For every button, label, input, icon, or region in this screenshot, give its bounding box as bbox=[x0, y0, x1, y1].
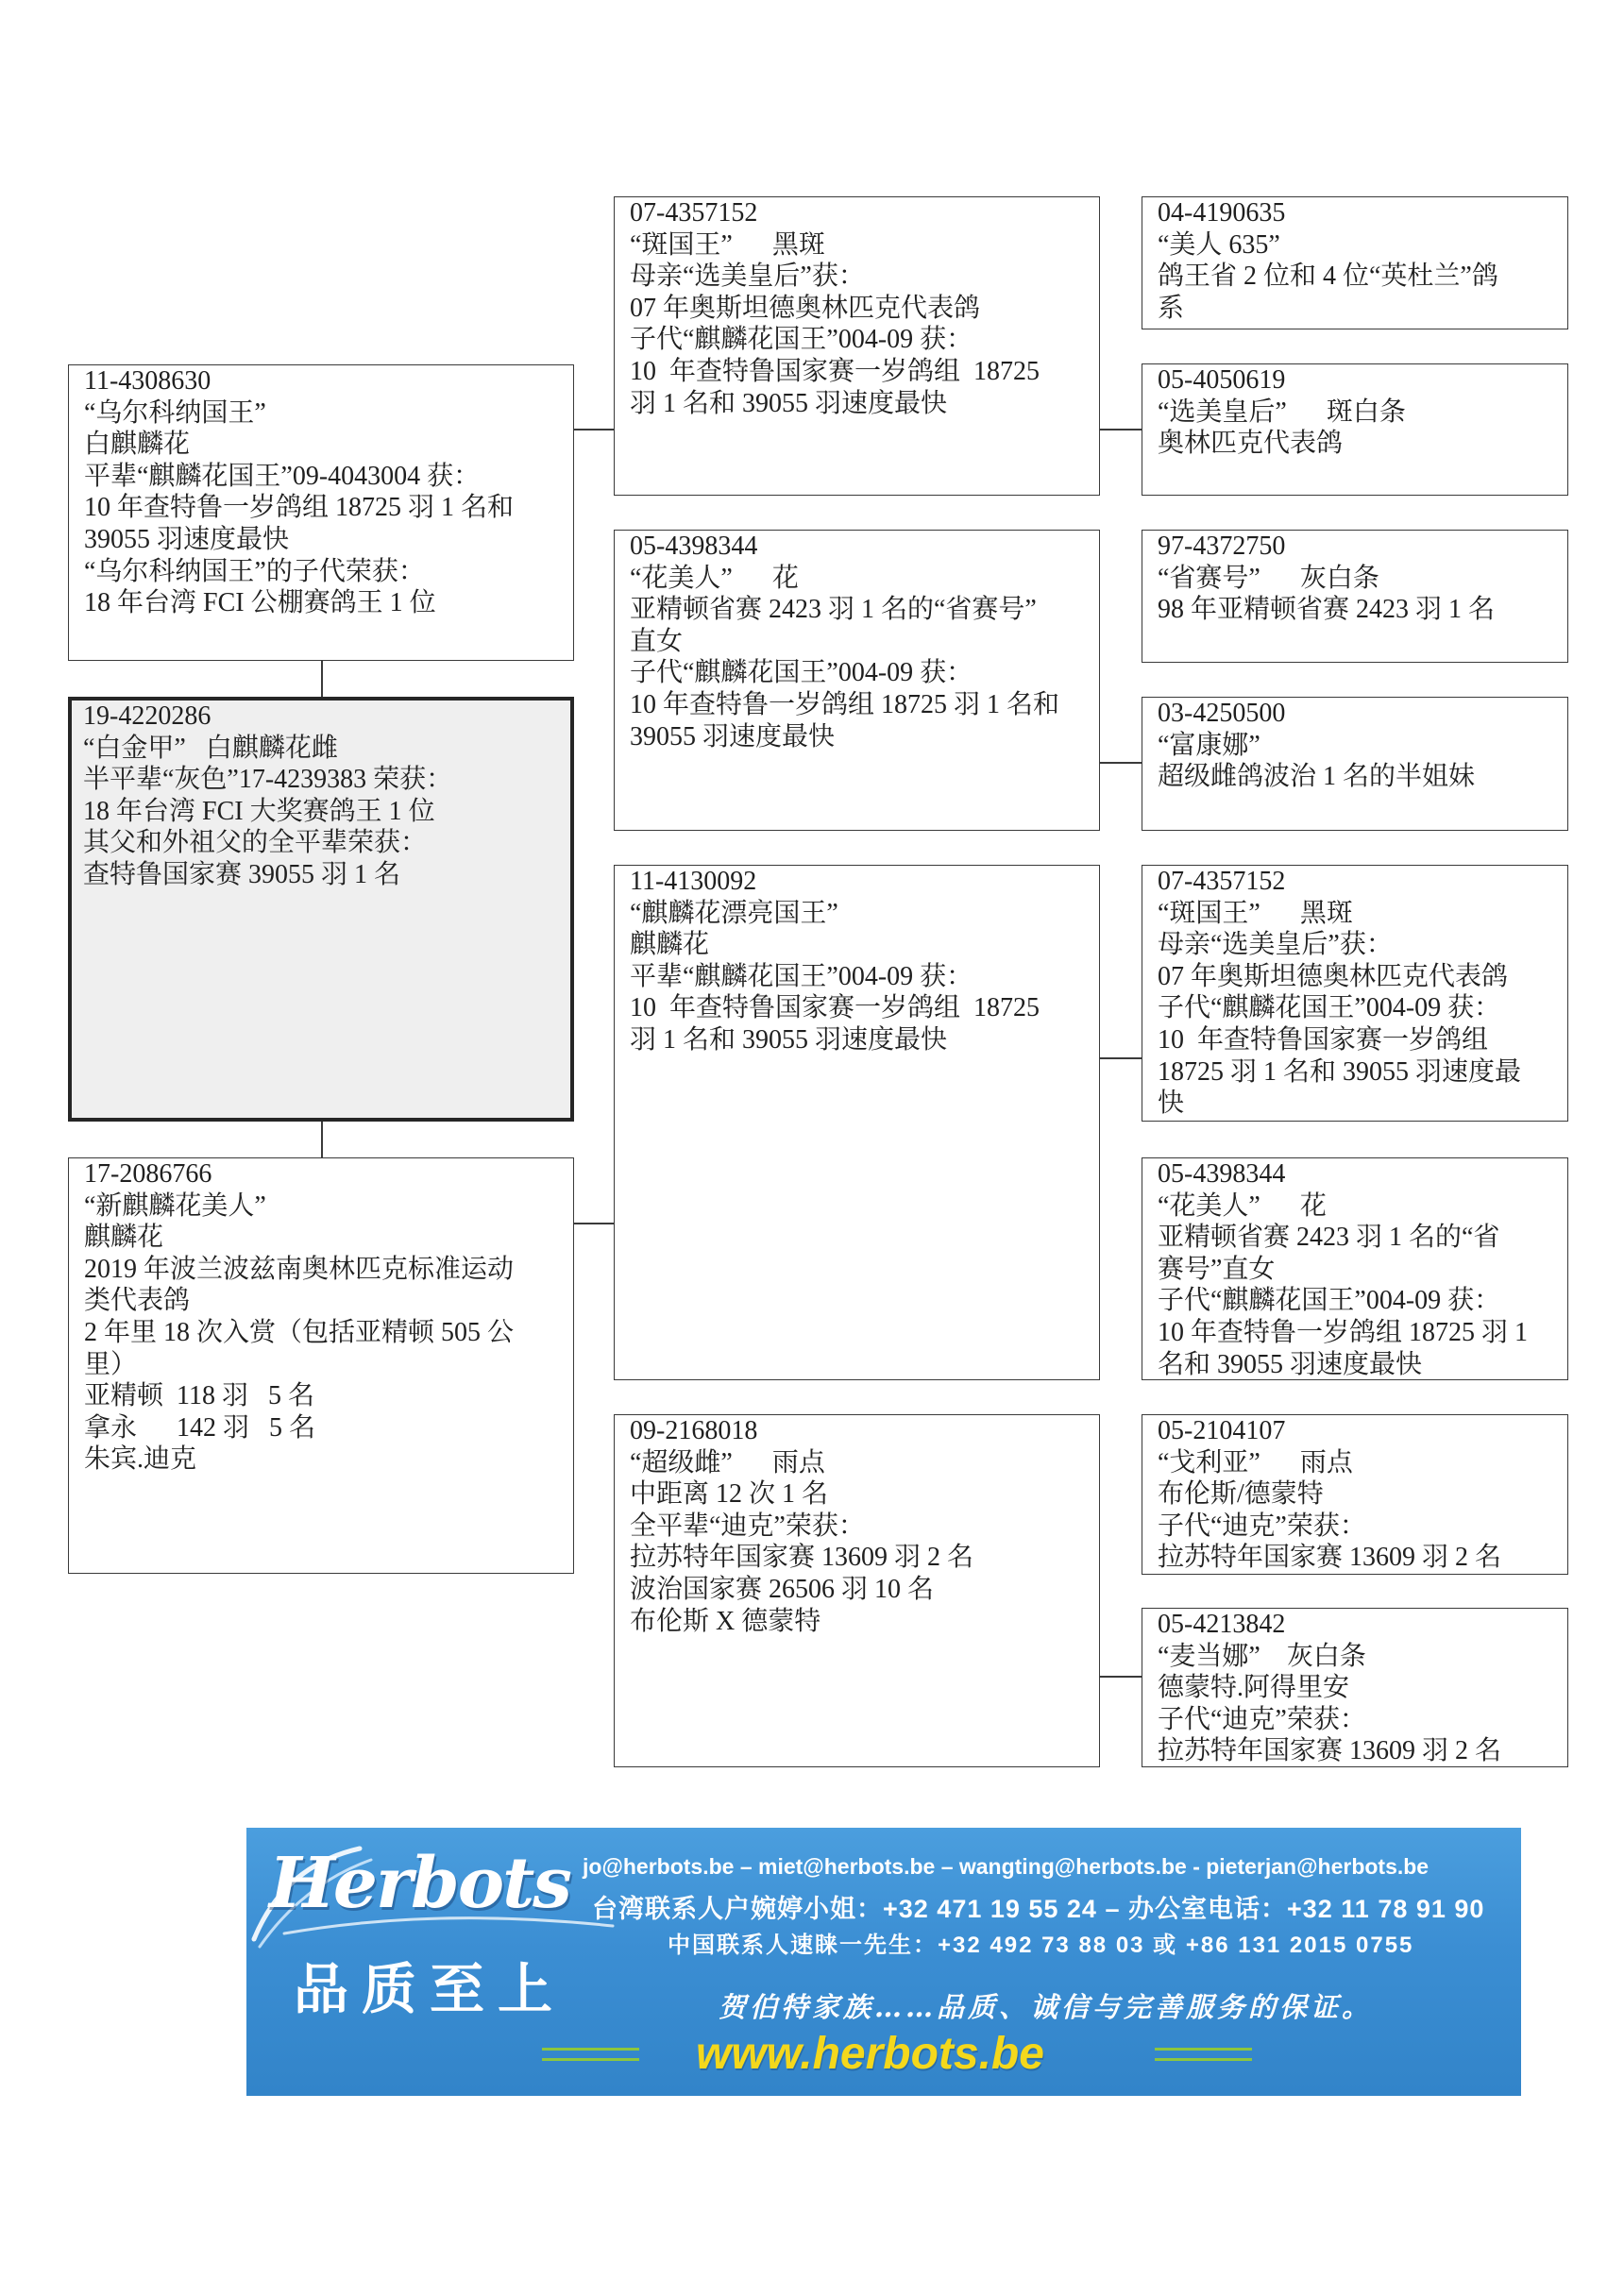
pedigree-detail-line: 39055 羽速度最快 bbox=[84, 524, 290, 554]
connector-line bbox=[1100, 429, 1142, 430]
pedigree-detail-line: 拉苏特年国家赛 13609 羽 2 名 bbox=[1158, 1736, 1502, 1766]
pedigree-box-dam bbox=[68, 1157, 574, 1574]
pedigree-detail-line: 母亲“选美皇后”获： bbox=[630, 262, 865, 292]
pedigree-detail-line: 39055 羽速度最快 bbox=[630, 721, 836, 751]
banner-website-link[interactable]: www.herbots.be bbox=[696, 2029, 1044, 2079]
pedigree-detail-line: 羽 1 名和 39055 羽速度最快 bbox=[630, 388, 948, 418]
banner-china-contact: 中国联系人速睐一先生：+32 492 73 88 03 或 +86 131 2015 0755 bbox=[668, 1933, 1414, 1958]
pedigree-detail-line: 中距离 12 次 1 名 bbox=[630, 1479, 829, 1510]
ring-number: 05-4050619 bbox=[1158, 365, 1286, 395]
ring-number: 05-4398344 bbox=[1158, 1159, 1286, 1189]
pedigree-detail-line: 07 年奥斯坦德奥林匹克代表鸽 bbox=[630, 293, 981, 323]
pedigree-detail-line: 名和 39055 羽速度最快 bbox=[1158, 1349, 1423, 1379]
banner-taiwan-contact: 台湾联系人户婉婷小姐：+32 471 19 55 24 – 办公室电话：+32 11 78 91 90 bbox=[592, 1895, 1485, 1923]
pedigree-box-sire-dam-dam bbox=[1142, 697, 1568, 831]
decorative-line bbox=[1155, 2048, 1252, 2051]
pedigree-detail-line: 10 年查特鲁一岁鸽组 18725 羽 1 bbox=[1158, 1317, 1529, 1347]
connector-line bbox=[321, 1122, 323, 1157]
pedigree-box-dam-dam bbox=[614, 1414, 1100, 1767]
ring-number: 09-2168018 bbox=[630, 1416, 758, 1445]
pedigree-detail-line: 子代“迪克”荣获： bbox=[1158, 1704, 1366, 1734]
connector-line bbox=[574, 429, 614, 430]
ring-number: 19-4220286 bbox=[83, 701, 211, 731]
pedigree-detail-line: 18 年台湾 FCI 大奖赛鸽王 1 位 bbox=[83, 796, 435, 826]
connector-line bbox=[1100, 1676, 1142, 1678]
pedigree-detail-line: 其父和外祖父的全平辈荣获： bbox=[83, 828, 428, 858]
pedigree-detail-line: 麒麟花 bbox=[84, 1223, 164, 1253]
pedigree-detail-line: 98 年亚精顿省赛 2423 羽 1 名 bbox=[1158, 595, 1496, 625]
pedigree-detail-line: 10 年查特鲁国家赛一岁鸽组 bbox=[1158, 1024, 1489, 1055]
pigeon-name: “美人 635” bbox=[1158, 229, 1280, 260]
pedigree-box-dam-sire bbox=[614, 865, 1100, 1380]
pedigree-detail-line: 2 年里 18 次入赏（包括亚精顿 505 公 bbox=[84, 1317, 515, 1347]
connector-line bbox=[321, 661, 323, 697]
pigeon-name: “戈利亚” 雨点 bbox=[1158, 1447, 1353, 1477]
pedigree-box-sire-sire-dam bbox=[1142, 363, 1568, 496]
pedigree-detail-line: 10 年查特鲁一岁鸽组 18725 羽 1 名和 bbox=[84, 493, 515, 523]
pedigree-detail-line: 类代表鸽 bbox=[84, 1286, 191, 1316]
pedigree-box-sire-sire-sire bbox=[1142, 196, 1568, 329]
pedigree-box-sire-sire bbox=[614, 196, 1100, 496]
pigeon-name: “白金甲” 白麒麟花雌 bbox=[83, 733, 338, 763]
pedigree-detail-line: 拉苏特年国家赛 13609 羽 2 名 bbox=[630, 1543, 974, 1573]
pedigree-detail-line: 亚精顿省赛 2423 羽 1 名的“省赛号” bbox=[630, 595, 1037, 625]
pedigree-detail-line: 奥林匹克代表鸽 bbox=[1158, 429, 1344, 459]
pedigree-detail-line: 子代“麒麟花国王”004-09 获： bbox=[630, 325, 973, 355]
pigeon-name: “超级雌” 雨点 bbox=[630, 1447, 825, 1477]
pedigree-detail-line: 母亲“选美皇后”获： bbox=[1158, 930, 1393, 960]
pedigree-detail-line: 布伦斯/德蒙特 bbox=[1158, 1479, 1324, 1510]
pedigree-detail-line: 亚精顿 118 羽 5 名 bbox=[84, 1381, 314, 1411]
pedigree-detail-line: 系 bbox=[1158, 293, 1185, 323]
ring-number: 04-4190635 bbox=[1158, 198, 1286, 228]
pigeon-name: “麒麟花漂亮国王” bbox=[630, 898, 838, 928]
pigeon-name: “省赛号” 灰白条 bbox=[1158, 563, 1379, 593]
ring-number: 07-4357152 bbox=[1158, 867, 1286, 896]
pedigree-detail-line: 朱宾.迪克 bbox=[84, 1444, 197, 1475]
pedigree-detail-line: 18 年台湾 FCI 公棚赛鸽王 1 位 bbox=[84, 588, 436, 618]
pigeon-name: “麦当娜” 灰白条 bbox=[1158, 1641, 1366, 1671]
pedigree-detail-line: 子代“麒麟花国王”004-09 获： bbox=[1158, 1286, 1501, 1316]
pedigree-detail-line: 直女 bbox=[630, 626, 684, 656]
pedigree-detail-line: “乌尔科纳国王”的子代荣获： bbox=[84, 556, 425, 586]
pedigree-detail-line: 麒麟花 bbox=[630, 930, 710, 960]
pigeon-name: “新麒麟花美人” bbox=[84, 1190, 266, 1221]
pedigree-detail-line: 亚精顿省赛 2423 羽 1 名的“省 bbox=[1158, 1223, 1500, 1253]
pigeon-name: “斑国王” 黑斑 bbox=[630, 229, 825, 260]
pedigree-detail-line: 白麒麟花 bbox=[84, 430, 191, 460]
pedigree-detail-line: 鸽王省 2 位和 4 位“英杜兰”鸽 bbox=[1158, 262, 1498, 292]
pedigree-detail-line: 布伦斯 X 德蒙特 bbox=[630, 1606, 821, 1636]
banner-emails[interactable]: jo@herbots.be – miet@herbots.be – wangting@herbots.be - pieterjan@herbots.be bbox=[583, 1854, 1429, 1879]
pedigree-detail-line: 平辈“麒麟花国王”09-4043004 获： bbox=[84, 461, 481, 491]
ring-number: 05-4213842 bbox=[1158, 1610, 1286, 1639]
pedigree-detail-line: 拉苏特年国家赛 13609 羽 2 名 bbox=[1158, 1543, 1502, 1573]
ring-number: 97-4372750 bbox=[1158, 532, 1286, 561]
pedigree-box-sire-dam-sire bbox=[1142, 530, 1568, 663]
pedigree-detail-line: 赛号”直女 bbox=[1158, 1254, 1276, 1284]
pedigree-box-dam-sire-sire bbox=[1142, 865, 1568, 1122]
herbots-banner bbox=[246, 1828, 1521, 2096]
pigeon-name: “富康娜” bbox=[1158, 730, 1260, 760]
pedigree-box-sire bbox=[68, 364, 574, 661]
pedigree-detail-line: 10 年查特鲁一岁鸽组 18725 羽 1 名和 bbox=[630, 689, 1060, 719]
pedigree-detail-line: 平辈“麒麟花国王”004-09 获： bbox=[630, 961, 973, 991]
ring-number: 11-4130092 bbox=[630, 867, 757, 896]
ring-number: 07-4357152 bbox=[630, 198, 758, 228]
pedigree-detail-line: 07 年奥斯坦德奥林匹克代表鸽 bbox=[1158, 961, 1509, 991]
decorative-line bbox=[542, 2048, 639, 2051]
pigeon-name: “花美人” 花 bbox=[1158, 1190, 1327, 1221]
pigeon-name: “选美皇后” 斑白条 bbox=[1158, 397, 1406, 427]
connector-line bbox=[574, 1223, 614, 1224]
connector-line bbox=[1100, 762, 1142, 764]
pedigree-detail-line: 全平辈“迪克”荣获： bbox=[630, 1511, 865, 1541]
pedigree-detail-line: 里） bbox=[84, 1349, 138, 1379]
ring-number: 03-4250500 bbox=[1158, 699, 1286, 728]
pedigree-detail-line: 快 bbox=[1158, 1089, 1185, 1119]
pedigree-detail-line: 10 年查特鲁国家赛一岁鸽组 18725 bbox=[630, 356, 1040, 386]
pedigree-detail-line: 德蒙特.阿得里安 bbox=[1158, 1673, 1350, 1703]
ring-number: 11-4308630 bbox=[84, 366, 211, 396]
pedigree-box-dam-dam-dam bbox=[1142, 1608, 1568, 1767]
pedigree-detail-line: 子代“麒麟花国王”004-09 获： bbox=[630, 658, 973, 688]
banner-slogan: 贺伯特家族……品质、诚信与完善服务的保证。 bbox=[719, 1991, 1374, 2023]
pedigree-detail-line: 子代“迪克”荣获： bbox=[1158, 1511, 1366, 1541]
decorative-line bbox=[542, 2058, 639, 2061]
pedigree-detail-line: 子代“麒麟花国王”004-09 获： bbox=[1158, 993, 1501, 1023]
banner-tagline: 品质至上 bbox=[294, 1957, 567, 2021]
decorative-line bbox=[1155, 2058, 1252, 2061]
ring-number: 05-4398344 bbox=[630, 532, 758, 561]
pedigree-detail-line: 拿永 142 羽 5 名 bbox=[84, 1412, 316, 1443]
pedigree-box-subject bbox=[68, 697, 574, 1122]
pedigree-box-sire-dam bbox=[614, 530, 1100, 831]
ring-number: 05-2104107 bbox=[1158, 1416, 1286, 1445]
ring-number: 17-2086766 bbox=[84, 1159, 212, 1189]
connector-line bbox=[1100, 1057, 1142, 1059]
pedigree-detail-line: 查特鲁国家赛 39055 羽 1 名 bbox=[83, 859, 401, 889]
pedigree-box-dam-sire-dam bbox=[1142, 1157, 1568, 1380]
pedigree-detail-line: 2019 年波兰波兹南奥林匹克标准运动 bbox=[84, 1254, 515, 1284]
pedigree-detail-line: 半平辈“灰色”17-4239383 荣获： bbox=[83, 765, 453, 795]
pigeon-name: “斑国王” 黑斑 bbox=[1158, 898, 1353, 928]
pigeon-name: “花美人” 花 bbox=[630, 563, 799, 593]
pedigree-detail-line: 超级雌鸽波治 1 名的半姐妹 bbox=[1158, 762, 1476, 792]
herbots-logo: Herbots bbox=[269, 1843, 570, 1924]
pedigree-detail-line: 羽 1 名和 39055 羽速度最快 bbox=[630, 1024, 948, 1055]
pedigree-detail-line: 18725 羽 1 名和 39055 羽速度最 bbox=[1158, 1056, 1522, 1087]
pedigree-box-dam-dam-sire bbox=[1142, 1414, 1568, 1575]
pedigree-detail-line: 波治国家赛 26506 羽 10 名 bbox=[630, 1574, 935, 1604]
pigeon-name: “乌尔科纳国王” bbox=[84, 397, 266, 428]
pedigree-detail-line: 10 年查特鲁国家赛一岁鸽组 18725 bbox=[630, 993, 1040, 1023]
